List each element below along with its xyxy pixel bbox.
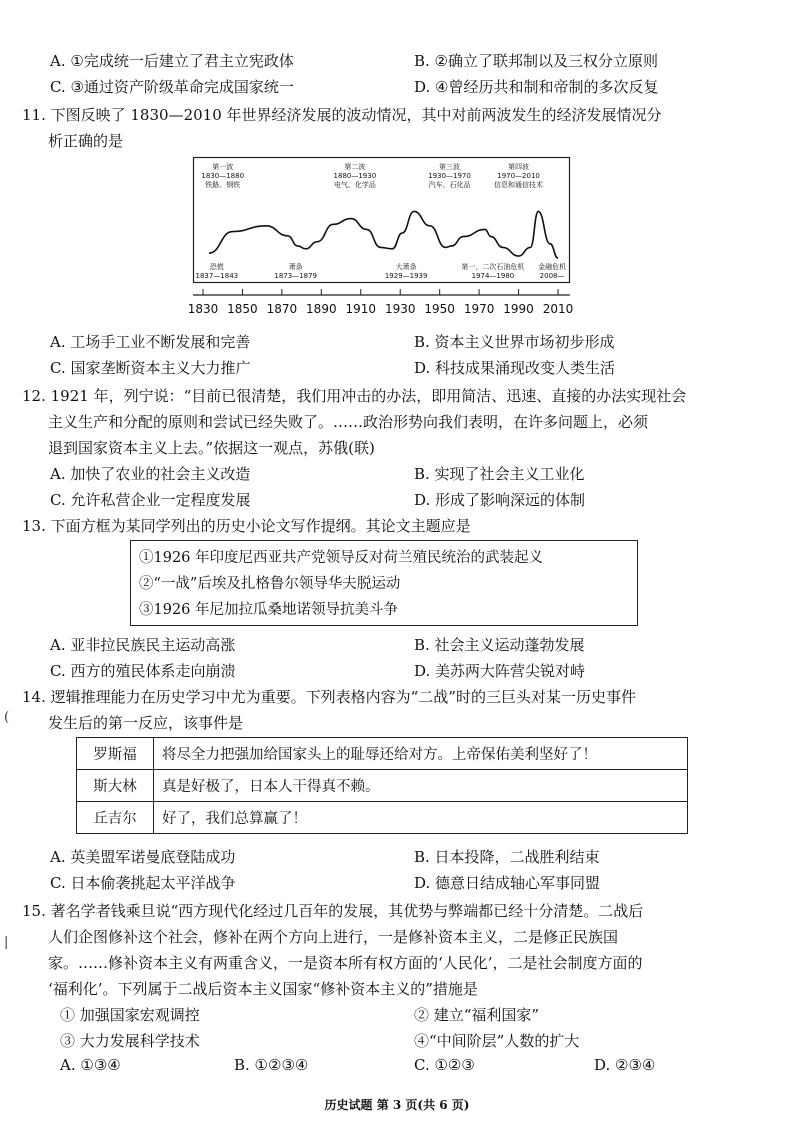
q11-option-a: A. 工场手工业不断发展和完善 [50,333,251,351]
q14-quote-table [76,737,688,834]
wave-label-period: 1880—1930 [333,172,377,180]
wave-label-industry: 信息和通信技术 [494,181,544,189]
q14-speaker: 丘吉尔 [77,802,154,834]
q15-item-1: ① 加强国家宏观调控 [60,1006,200,1024]
trough-label-period: 1873—1879 [274,272,318,280]
q11-stem-line2: 析正确的是 [48,132,124,150]
x-tick-label: 1910 [345,302,377,316]
trough-label-period: 1837—1843 [195,272,239,280]
q10-option-d: D. ④曾经历共和制和帝制的多次反复 [414,78,659,96]
q10-option-b: B. ②确立了联邦制以及三权分立原则 [414,52,659,70]
wave-label-industry: 铁路、钢铁 [205,181,241,189]
q15-item-3: ③ 大力发展科学技术 [60,1032,200,1050]
q15-stem-line2: 人们企图修补这个社会，修补在两个方向上进行，一是修补资本主义，二是修正民族国 [48,928,619,946]
q10-option-a: A. ①完成统一后建立了君主立宪政体 [50,52,294,70]
trough-label-name: 第一、二次石油危机 [461,263,525,271]
q11-option-c: C. 国家垄断资本主义大力推广 [50,359,251,377]
q10-option-c: C. ③通过资产阶级革命完成国家统一 [50,78,294,96]
q14-option-b: B. 日本投降，二战胜利结束 [414,848,600,866]
wave-label-name: 第三波 [439,163,461,171]
q13-option-c: C. 西方的殖民体系走向崩溃 [50,662,236,680]
trough-label-name: 萧条 [288,263,303,271]
wave-label-industry: 汽车、石化品 [428,181,471,189]
q13-option-b: B. 社会主义运动蓬勃发展 [414,636,585,654]
q14-quote: 好了，我们总算赢了！ [154,802,688,834]
table-row [77,802,688,834]
x-tick-label: 1950 [424,302,455,316]
q13-stem: 13. 下面方框为某同学列出的历史小论文写作提纲。其论文主题应是 [22,517,471,535]
q12-stem-line3: 退到国家资本主义上去。”依据这一观点，苏俄(联) [48,439,375,457]
trough-label-name: 恐慌 [209,263,224,271]
q12-option-d: D. 形成了影响深远的体制 [414,491,586,509]
wave-label-industry: 电气、化学品 [333,181,376,189]
q15-option-c: C. ①②③ [414,1056,475,1074]
table-row [77,770,688,802]
q15-option-d: D. ②③④ [594,1056,656,1074]
q14-quote: 将尽全力把强加给国家头上的耻辱还给对方。上帝保佑美利坚好了！ [154,738,688,770]
page-footer: 历史试题 第 3 页(共 6 页) [324,1098,470,1112]
q15-option-a: A. ①③④ [60,1056,121,1074]
q11-stem-line1: 11. 下图反映了 1830—2010 年世界经济发展的波动情况，其中对前两波发生的经济发展情况分 [22,106,662,124]
q14-stem-line1: 14. 逻辑推理能力在历史学习中尤为重要。下列表格内容为“二战”时的三巨头对某一历史事件 [22,688,636,706]
q13-option-a: A. 亚非拉民族民主运动高涨 [50,636,236,654]
q13-option-d: D. 美苏两大阵营尖锐对峙 [414,662,586,680]
x-tick-label: 1970 [463,302,495,316]
trough-label-period: 2008— [539,272,565,280]
q14-quote: 真是好极了，日本人干得真不赖。 [154,770,688,802]
q11-option-d: D. 科技成果涌现改变人类生活 [414,359,616,377]
x-tick-label: 1990 [503,302,534,316]
q14-option-c: C. 日本偷袭挑起太平洋战争 [50,874,236,892]
x-tick-label: 1930 [384,302,416,316]
q12-stem-line1: 12. 1921 年，列宁说：“目前已很清楚，我们用冲击的办法，即用简洁、迅速、直接的办法实现社会 [22,387,687,405]
q11-option-b: B. 资本主义世界市场初步形成 [414,333,615,351]
q13-outline-box [130,540,638,626]
economic-wave-chart [187,157,574,321]
wave-label-name: 第一波 [212,163,234,171]
margin-mark: ( [4,710,10,725]
margin-mark: | [4,935,9,950]
wave-label-period: 1830—1880 [201,172,245,180]
q15-item-4: ④“中间阶层”人数的扩大 [414,1032,580,1050]
q14-speaker: 斯大林 [77,770,154,802]
x-tick-label: 2010 [542,302,574,316]
wave-label-name: 第四波 [508,163,530,171]
q14-stem-line2: 发生后的第一反应，该事件是 [48,714,244,732]
q12-stem-line2: 主义生产和分配的原则和尝试已经失败了。……政治形势向我们表明，在许多问题上，必须 [48,413,649,431]
q12-option-a: A. 加快了农业的社会主义改造 [50,465,251,483]
q13-box-item-3: ③1926 年尼加拉瓜桑地诺领导抗美斗争 [139,602,399,618]
q15-stem-line3: 家。……修补资本主义有两重含义，一是资本所有权方面的‘人民化’，二是社会制度方面的 [48,954,643,972]
q15-option-b: B. ①②③④ [234,1056,309,1074]
x-tick-label: 1830 [187,302,219,316]
q14-speaker: 罗斯福 [77,738,154,770]
q14-option-a: A. 英美盟军诺曼底登陆成功 [50,848,236,866]
wave-label-period: 1930—1970 [428,172,471,180]
q12-option-b: B. 实现了社会主义工业化 [414,465,585,483]
q13-box-item-2: ②“一战”后埃及扎格鲁尔领导华夫脱运动 [139,576,401,592]
q14-option-d: D. 德意日结成轴心军事同盟 [414,874,601,892]
q15-stem-line1: 15. 著名学者钱乘旦说“西方现代化经过几百年的发展，其优势与弊端都已经十分清楚。二战后 [22,902,644,920]
q15-item-2: ② 建立“福利国家” [414,1006,540,1024]
trough-label-name: 大萧条 [395,263,417,271]
table-row [77,738,688,770]
wave-label-name: 第二波 [344,163,366,171]
trough-label-period: 1974—1980 [471,272,515,280]
x-tick-label: 1870 [266,302,298,316]
wave-label-period: 1970—2010 [497,172,540,180]
q13-box-item-1: ①1926 年印度尼西亚共产党领导反对荷兰殖民统治的武装起义 [139,550,544,566]
x-tick-label: 1850 [227,302,258,316]
trough-label-name: 金融危机 [538,263,567,271]
wave-curve-line [209,211,558,258]
x-tick-label: 1890 [306,302,337,316]
q12-option-c: C. 允许私营企业一定程度发展 [50,491,251,509]
q15-stem-line4: ‘福利化’。下列属于二战后资本主义国家“修补资本主义的”措施是 [48,980,478,998]
trough-label-period: 1929—1939 [384,272,428,280]
